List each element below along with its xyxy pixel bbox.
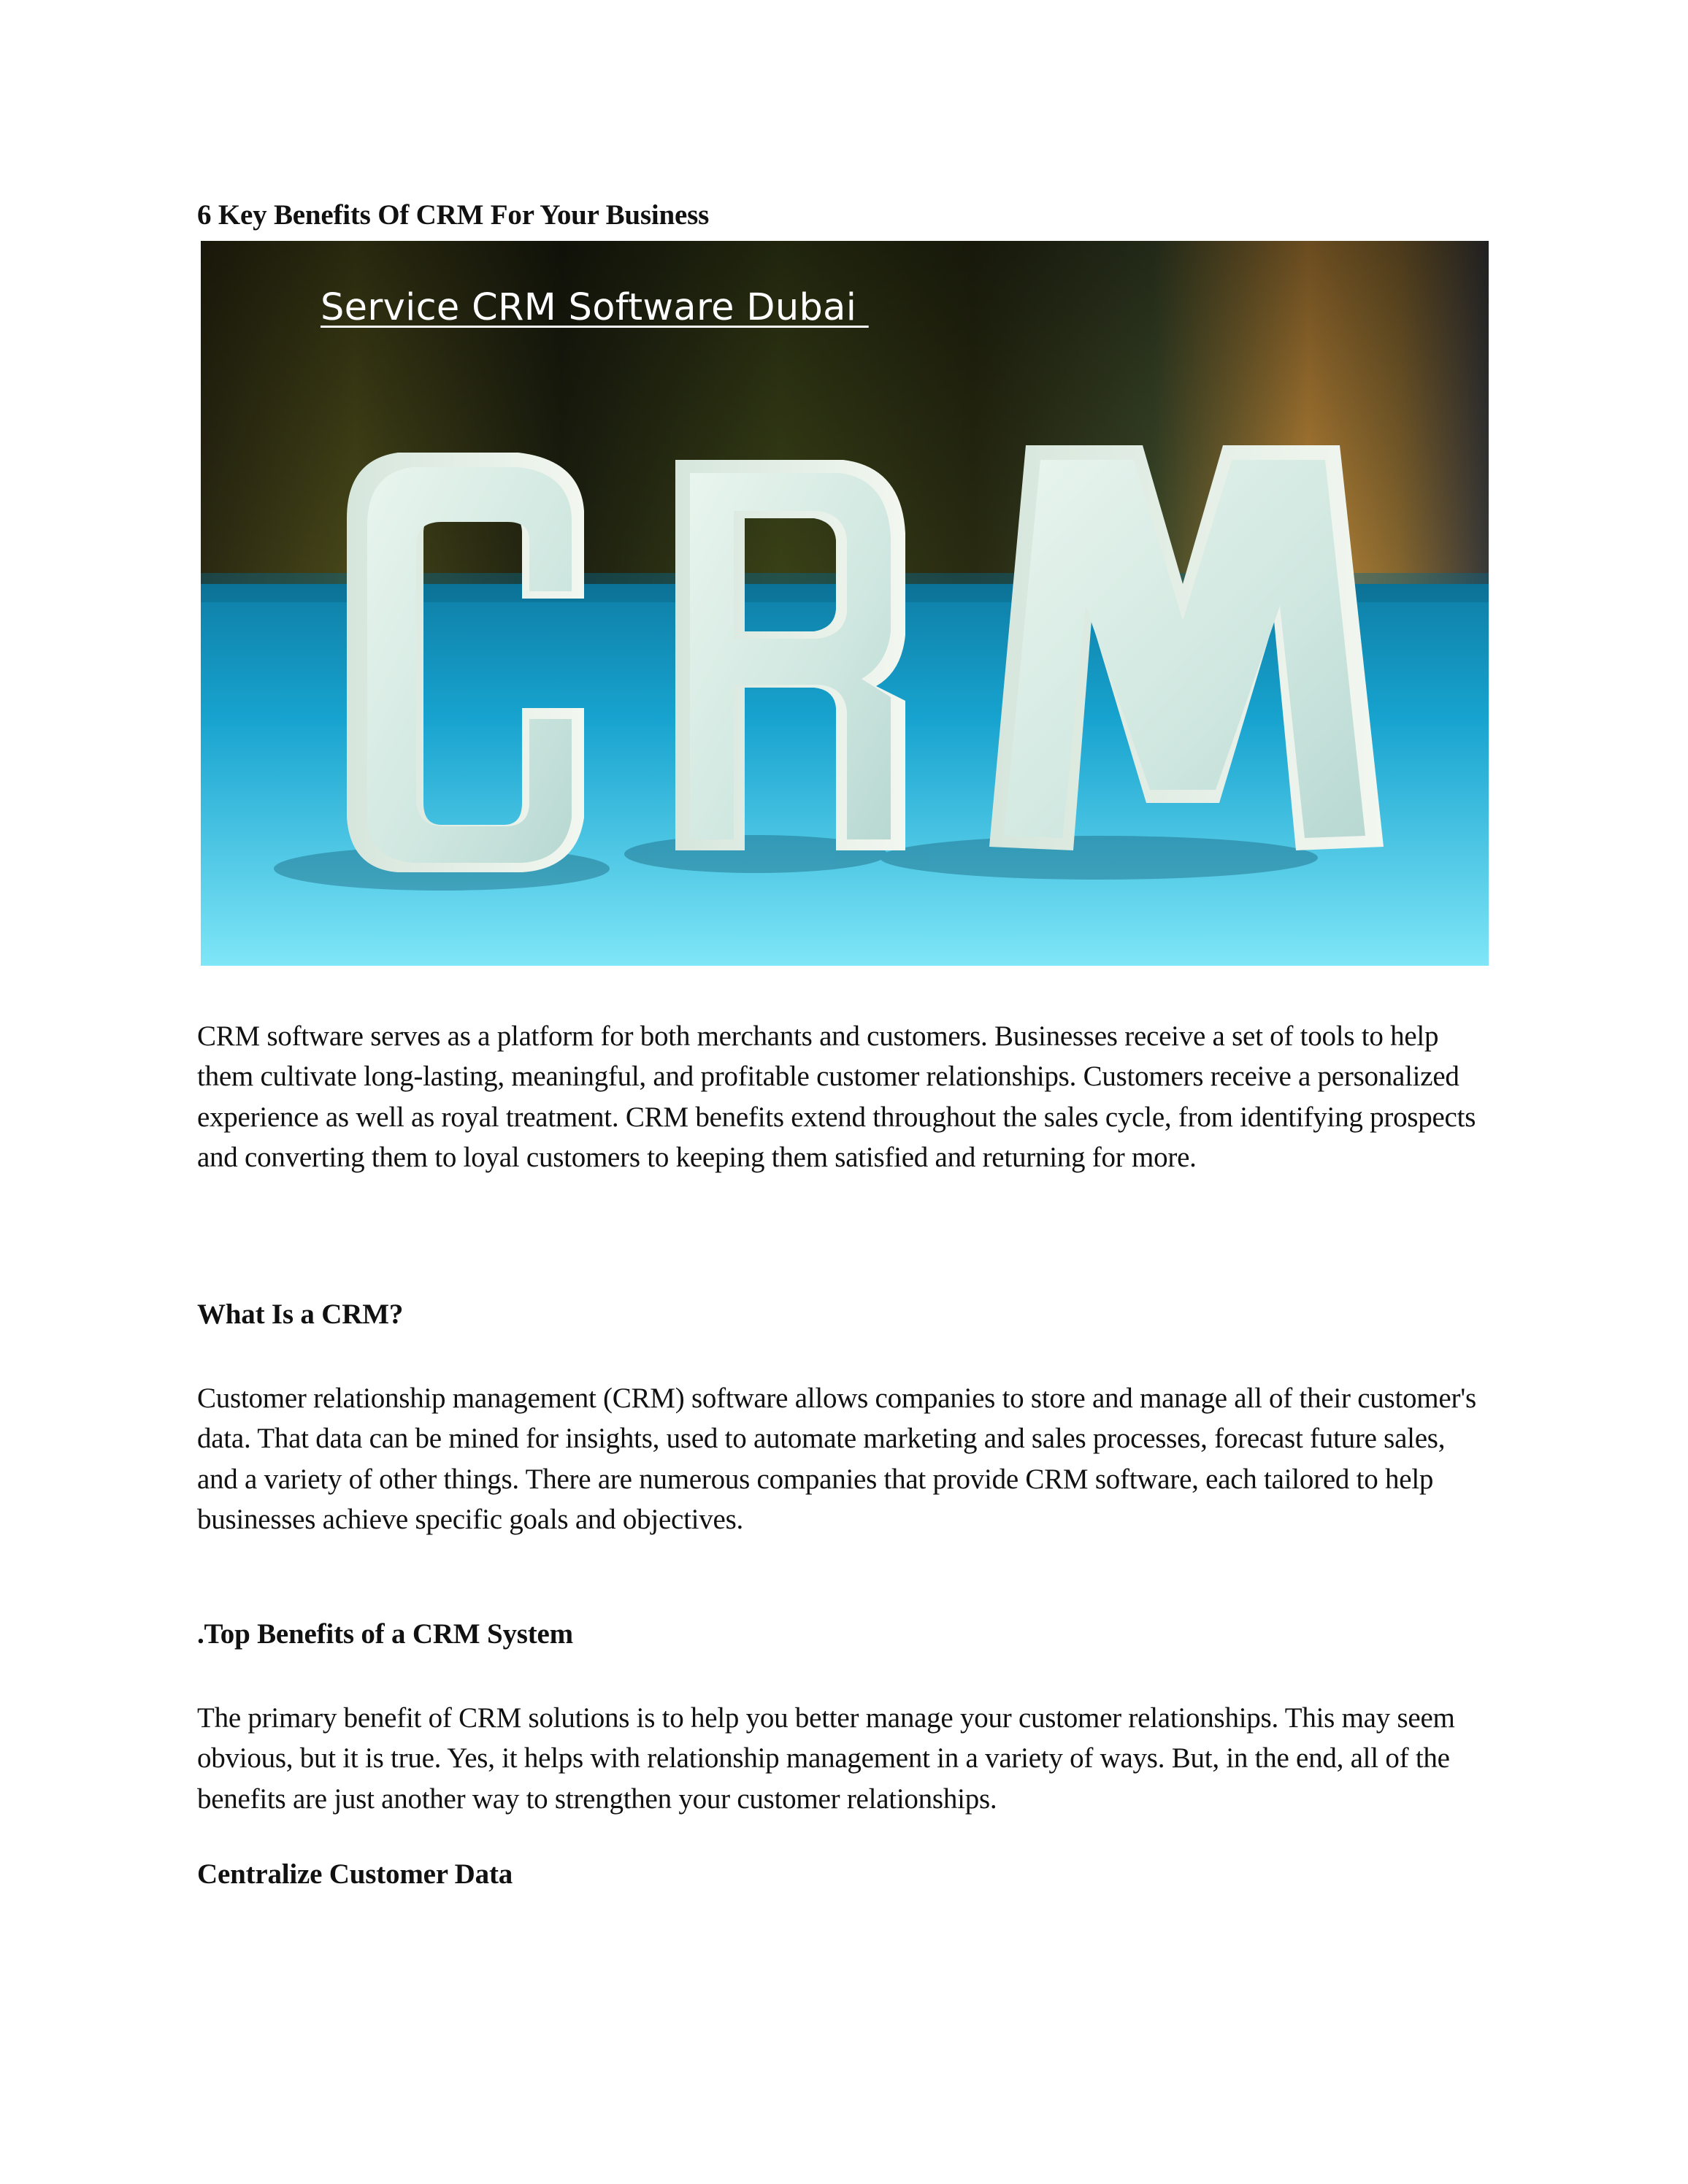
- section-heading-top-benefits: .Top Benefits of a CRM System: [197, 1618, 573, 1650]
- section-paragraph-top-benefits: The primary benefit of CRM solutions is to help you better manage your customer relationships. This may seem obvious, but it is true. Yes, it helps with relationship management in a variety of ways. But, in the end, all of the benefits are just another way to strengthen your customer relationships.: [197, 1702, 1455, 1815]
- intro-paragraph: CRM software serves as a platform for both merchants and customers. Businesses receive a set of tools to help them cultivate long-lasting, meaningful, and profitable customer relationships. Customers receive a personalized experience as well as royal treatment. CRM benefits extend throughout the sales cycle, from identifying prospects and converting them to loyal customers to keeping them satisfied and returning for more.: [197, 1020, 1476, 1173]
- hero-caption: Service CRM Software Dubai: [321, 286, 869, 329]
- hero-image: [201, 241, 1489, 966]
- crm-letters-photo: [201, 241, 1489, 966]
- document-title: 6 Key Benefits Of CRM For Your Business: [197, 199, 710, 231]
- section-heading-centralize-data: Centralize Customer Data: [197, 1858, 513, 1890]
- document-page: [197, 0, 1489, 2184]
- section-heading-what-is-crm: What Is a CRM?: [197, 1299, 404, 1330]
- section-paragraph-what-is-crm: Customer relationship management (CRM) software allows companies to store and manage all of their customer's data. That data can be mined for insights, used to automate marketing and sales processes, forecast future sales, and a variety of other things. There are numerous companies that provide CRM software, each tailored to help businesses achieve specific goals and objectives.: [197, 1383, 1476, 1535]
